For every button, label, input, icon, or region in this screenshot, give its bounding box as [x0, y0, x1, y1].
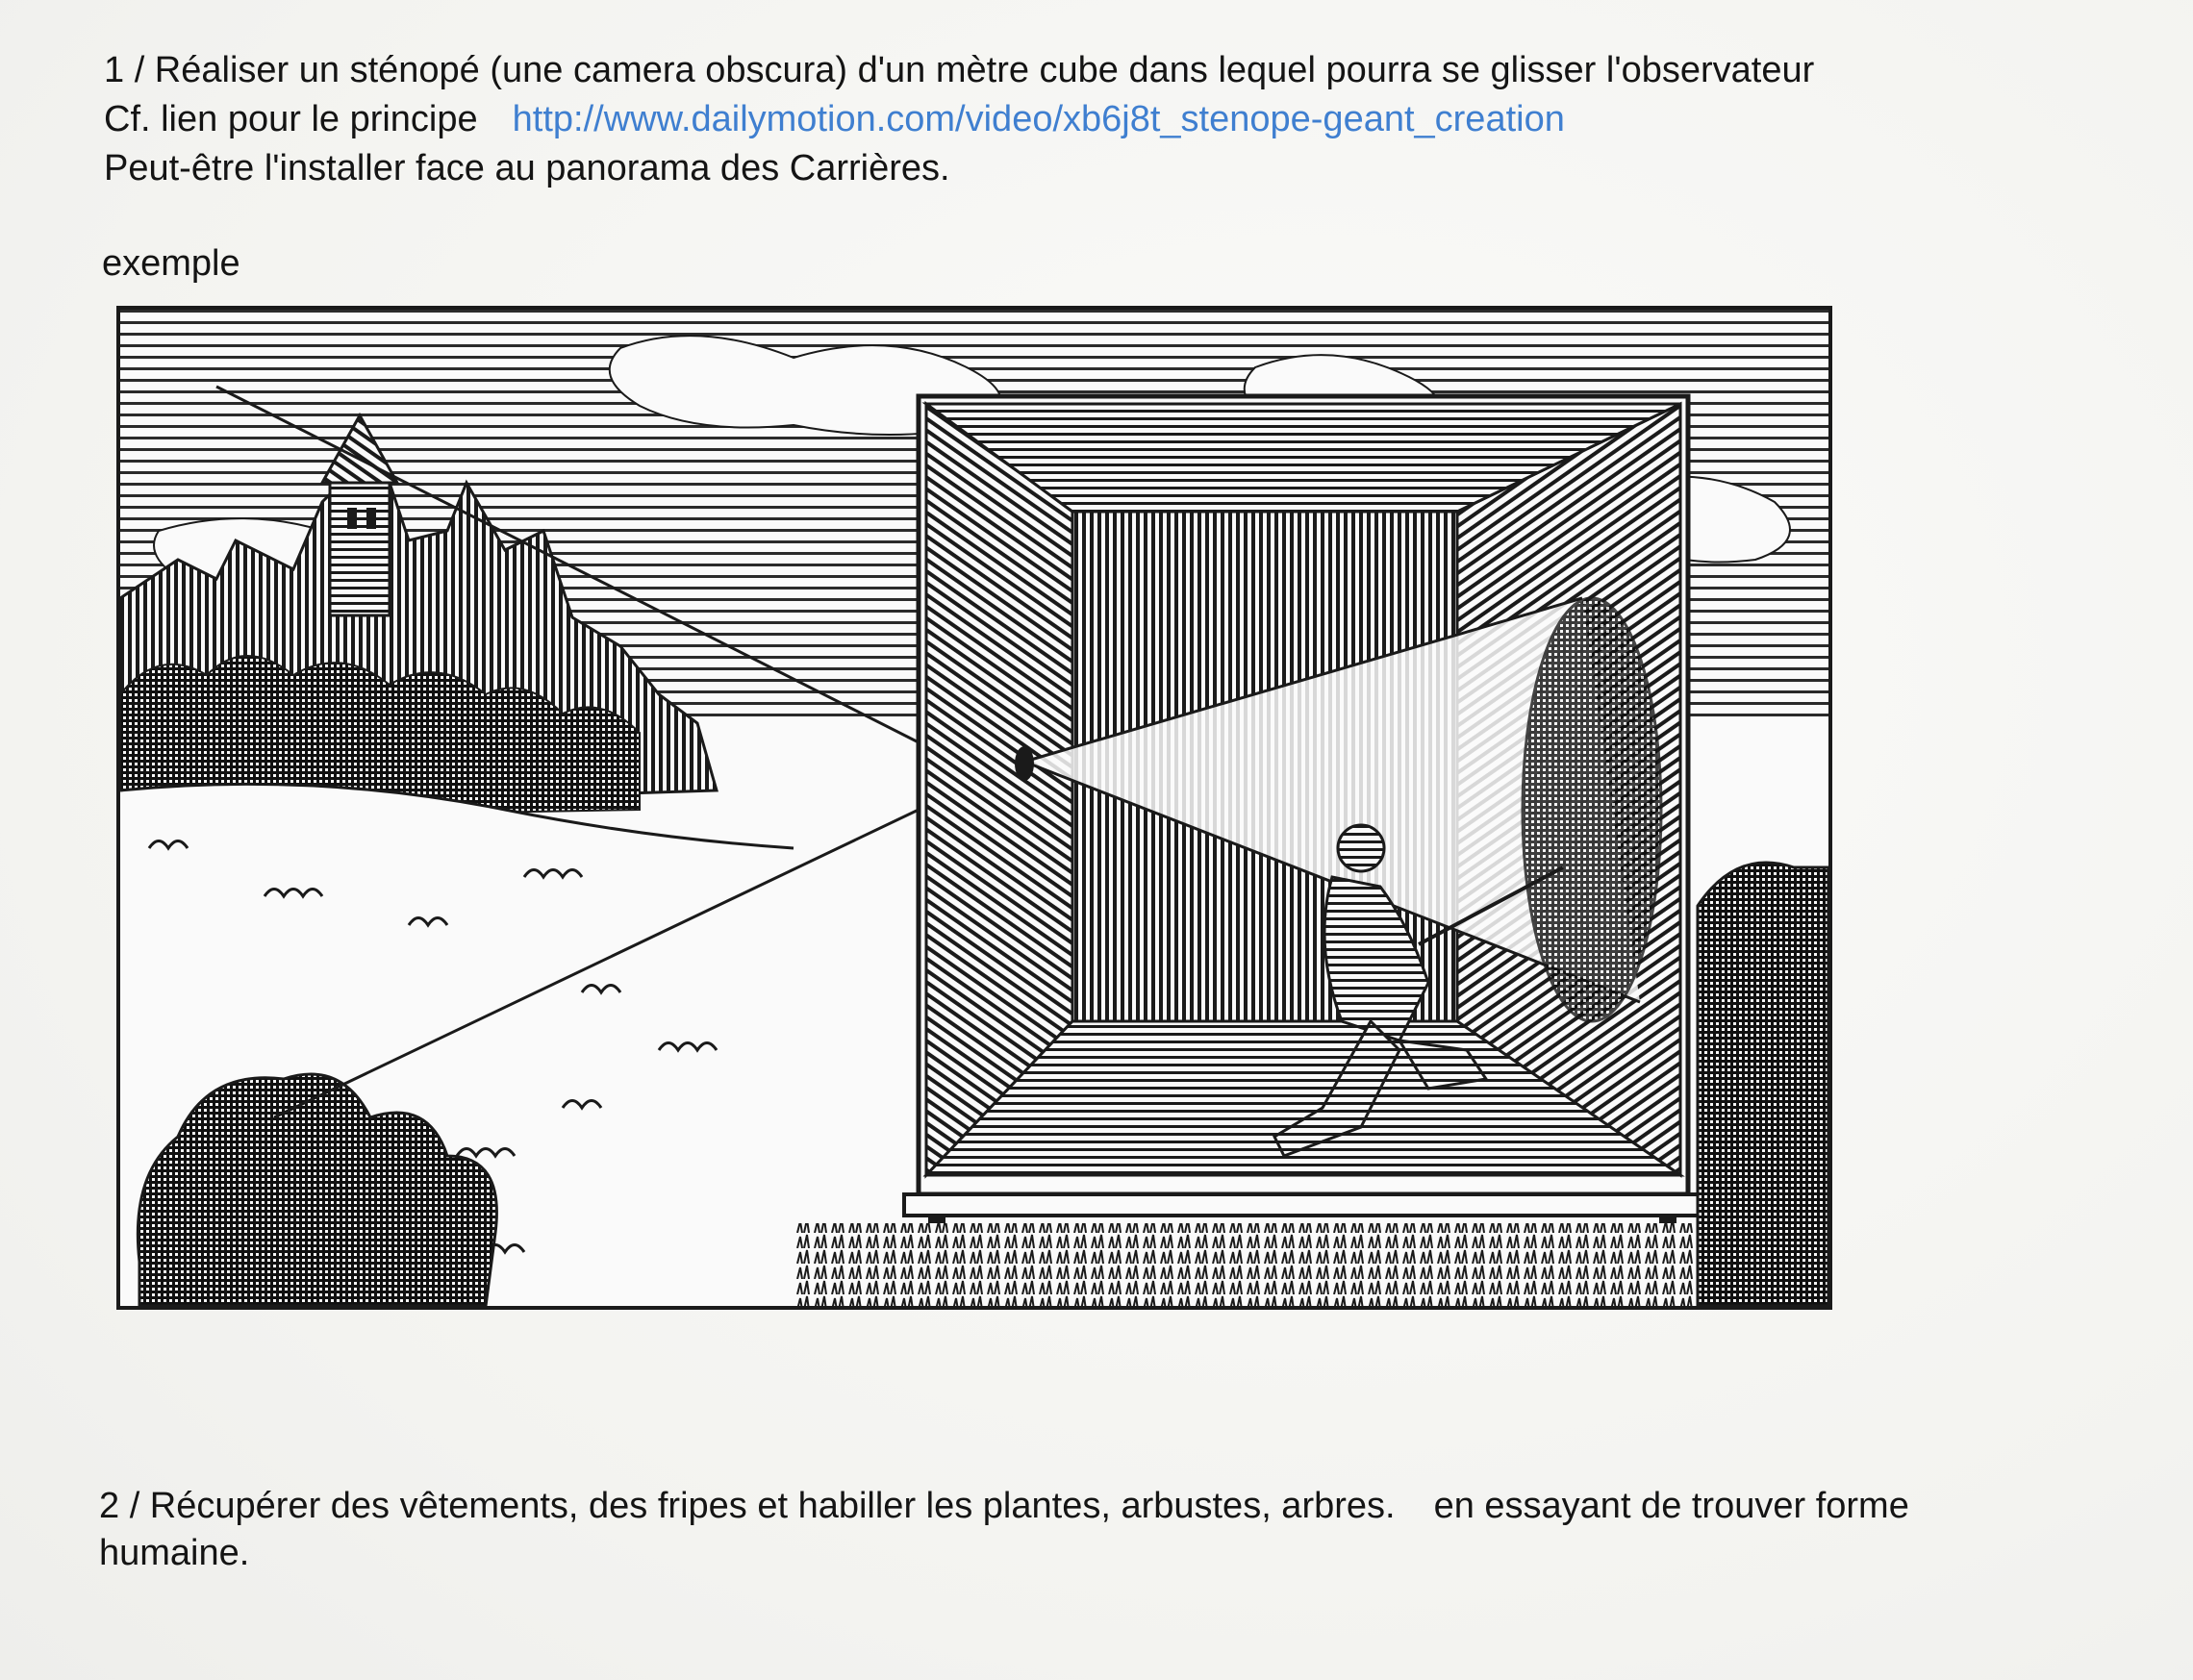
section-1-text — [104, 46, 2124, 193]
section-2-line-1: 2 / Récupérer des vêtements, des fripes et habiller les plantes, arbustes, arbres. — [99, 1486, 1396, 1526]
camera-obscura-engraving-icon — [120, 310, 1828, 1306]
camera-obscura-illustration — [116, 306, 1832, 1310]
section-2-line-1-continuation: en essayant de trouver forme — [1433, 1486, 1909, 1526]
section-2-line-2: humaine. — [99, 1533, 250, 1573]
section-2-text — [99, 1483, 2167, 1577]
example-label: exemple — [102, 243, 240, 284]
dailymotion-link[interactable]: http://www.dailymotion.com/video/xb6j8t_stenope-geant_creation — [512, 99, 1565, 139]
section-1-line-1: 1 / Réaliser un sténopé (une camera obscura) d'un mètre cube dans lequel pourra se glisser l'observateur — [104, 50, 1815, 90]
section-1-line-2 — [104, 95, 2124, 144]
section-1-line-3: Peut-être l'installer face au panorama des Carrières. — [104, 148, 950, 188]
link-intro-text: Cf. lien pour le principe — [104, 99, 478, 139]
